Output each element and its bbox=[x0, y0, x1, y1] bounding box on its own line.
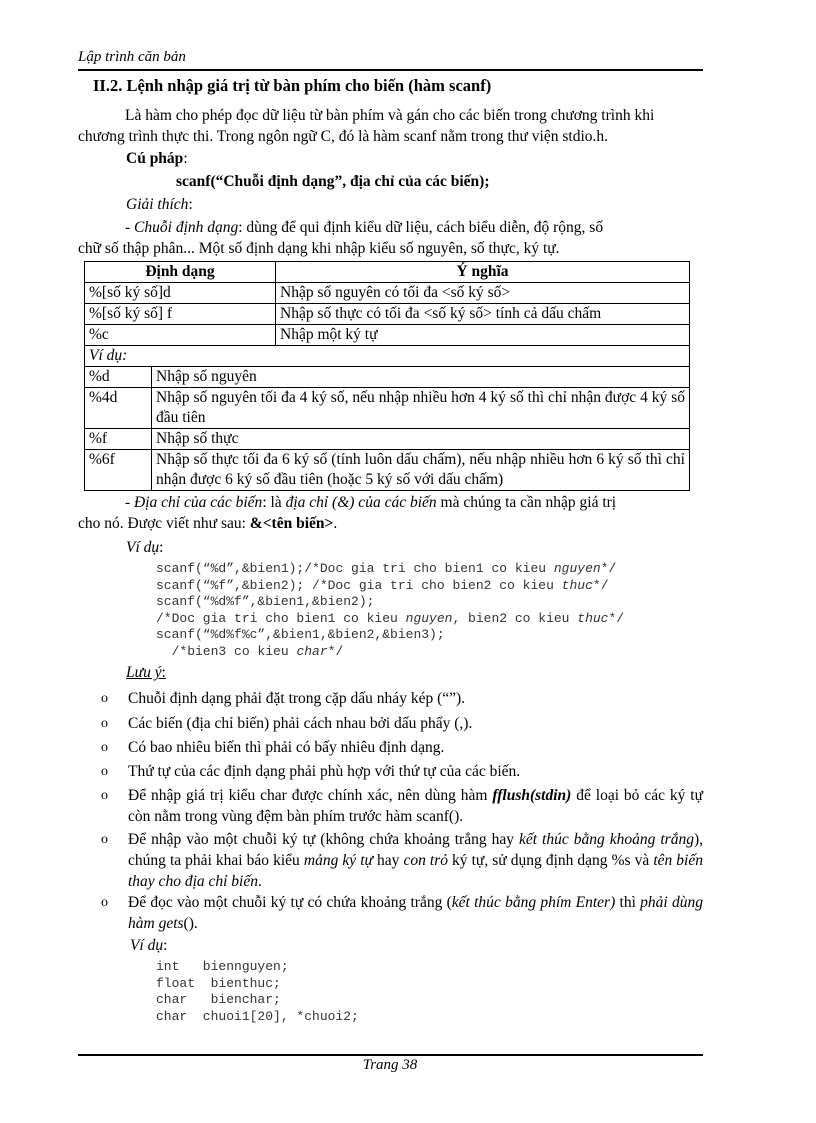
example-format-cell: %d bbox=[85, 367, 152, 388]
example2-label bbox=[130, 935, 167, 956]
address-term-2: địa chỉ (&) của các biến bbox=[285, 494, 437, 511]
code-line: char bienchar; bbox=[156, 992, 281, 1007]
address-form: &<tên biến> bbox=[249, 515, 334, 532]
note-text: Thứ tự của các định dạng phải phù hợp với thứ tự của các biến. bbox=[128, 763, 521, 780]
example-format-cell: %6f bbox=[85, 450, 152, 491]
example-label-cell: Ví dụ: bbox=[85, 346, 690, 367]
code-comment-italic-2: thuc bbox=[577, 610, 609, 626]
explain-paragraph bbox=[78, 217, 703, 259]
list-item bbox=[103, 892, 703, 934]
note-6-e: hay bbox=[372, 852, 404, 869]
address-line-1 bbox=[78, 492, 703, 513]
format-table bbox=[84, 261, 690, 491]
explain-line-1 bbox=[78, 217, 703, 238]
example2-colon: : bbox=[163, 937, 168, 954]
note-6-d: mảng ký tự bbox=[303, 852, 373, 869]
format-table-header-format: Định dạng bbox=[85, 262, 276, 283]
note-6-f: con trỏ bbox=[403, 852, 448, 869]
code-text: scanf(“%d”,&bien1); bbox=[156, 561, 305, 576]
table-row-example-label bbox=[85, 346, 690, 367]
code-comment-end: */ bbox=[327, 643, 344, 659]
code-comment: /*Doc gia tri cho bien1 co kieu bbox=[304, 561, 554, 576]
intro-paragraph bbox=[78, 105, 703, 147]
note-7-b: kết thúc bằng phím Enter) bbox=[451, 894, 616, 911]
address-paragraph bbox=[78, 492, 703, 534]
note-text bbox=[128, 829, 703, 892]
bullet-icon: o bbox=[101, 764, 108, 779]
code-comment-italic: nguyen bbox=[553, 561, 601, 576]
code-comment-mid: , bien2 co kieu bbox=[452, 610, 578, 626]
note-7-c: thì bbox=[615, 894, 641, 911]
address-rest: mà chúng ta cần nhập giá trị bbox=[436, 494, 617, 511]
code-comment-end: */ bbox=[608, 610, 625, 626]
note-text bbox=[128, 892, 703, 934]
explain-term: Chuỗi định dạng bbox=[134, 219, 239, 236]
bullet-icon: o bbox=[101, 716, 108, 731]
example-format-cell: %4d bbox=[85, 388, 152, 429]
example1-label bbox=[126, 537, 163, 558]
code-line bbox=[156, 627, 624, 644]
list-item bbox=[103, 829, 703, 892]
address-line-2 bbox=[78, 513, 703, 534]
note-7-d: phải dùng hàm gets bbox=[128, 894, 703, 932]
syntax-label-text: Cú pháp bbox=[126, 150, 184, 167]
note-6-b: kết thúc bằng khoảng trắng bbox=[518, 831, 694, 848]
intro-line-2: chương trình thực thi. Trong ngôn ngữ C, đó là hàm scanf nằm trong thư viện stdio.h. bbox=[78, 128, 609, 145]
code-comment: /*Doc gia tri cho bien1 co kieu bbox=[156, 610, 406, 626]
example1-label-text: Ví dụ bbox=[126, 539, 160, 556]
format-table-header bbox=[85, 262, 690, 283]
example-meaning-cell: Nhập số nguyên bbox=[152, 367, 690, 388]
code-comment: /*Doc gia tri cho bien2 co kieu bbox=[312, 577, 562, 593]
page-number: Trang 38 bbox=[362, 1057, 418, 1073]
intro-line-1: Là hàm cho phép đọc dữ liệu từ bàn phím và gán cho các biến trong chương trình khi bbox=[125, 107, 655, 124]
code-line: char chuoi1[20], *chuoi2; bbox=[156, 1008, 359, 1024]
address-term: Địa chỉ của các biến bbox=[134, 494, 263, 511]
code-line bbox=[156, 578, 624, 595]
note-6-a: Để nhập vào một chuỗi ký tự (không chứa khoảng trắng hay bbox=[128, 831, 519, 848]
bullet-icon: o bbox=[101, 691, 108, 706]
list-item bbox=[103, 713, 703, 734]
note-5-pre: Để nhập giá trị kiểu char được chính xác, nên dùng hàm bbox=[128, 787, 493, 804]
format-cell: %c bbox=[85, 325, 276, 346]
syntax-label bbox=[126, 148, 188, 169]
table-row bbox=[85, 450, 690, 491]
note-5-function: fflush(stdin) bbox=[492, 787, 572, 804]
address-mid: : là bbox=[262, 494, 286, 511]
code-comment-italic: thuc bbox=[561, 577, 593, 593]
bullet-icon: o bbox=[101, 788, 108, 803]
explain-label bbox=[126, 194, 193, 215]
note-text: Các biến (địa chỉ biến) phải cách nhau bởi dấu phẩy (,). bbox=[128, 715, 473, 732]
code-line: float bienthuc; bbox=[156, 975, 281, 991]
bullet-icon: o bbox=[101, 740, 108, 755]
code-text: scanf(“%f”,&bien2); bbox=[156, 577, 313, 593]
meaning-cell: Nhập số nguyên có tối đa <số ký số> bbox=[276, 283, 690, 304]
syntax-statement: scanf(“Chuỗi định dạng”, địa chỉ của các biến); bbox=[176, 173, 490, 190]
note-5-post: để loại bỏ các ký tự còn nằm trong vùng đệm bàn phím trước hàm scanf(). bbox=[128, 787, 704, 825]
example2-code-block bbox=[156, 959, 359, 1025]
header-rule bbox=[78, 69, 703, 71]
table-row bbox=[85, 325, 690, 346]
bullet-icon: o bbox=[101, 832, 108, 847]
explain-label-text: Giải thích bbox=[126, 196, 189, 213]
note-6-g: ký tự, sử dụng định dạng %s và bbox=[448, 852, 654, 869]
code-text: scanf(“%d%f%c”,&bien1,&bien2,&bien3); bbox=[156, 627, 445, 642]
format-cell: %[số ký số]d bbox=[85, 283, 276, 304]
explain-dash: - bbox=[125, 219, 135, 236]
explain-rest: : dùng để qui định kiểu dữ liệu, cách biểu diễn, độ rộng, số bbox=[238, 219, 604, 236]
notes-colon: : bbox=[161, 664, 166, 681]
example1-code-block bbox=[156, 561, 624, 660]
code-line bbox=[156, 594, 624, 611]
meaning-cell: Nhập số thực có tối đa <số ký số> tính cả dấu chấm bbox=[276, 304, 690, 325]
address-dash: - bbox=[125, 494, 135, 511]
list-item bbox=[103, 688, 703, 709]
example2-label-text: Ví dụ bbox=[130, 937, 164, 954]
note-6-i: . bbox=[258, 873, 262, 890]
example-format-cell: %f bbox=[85, 429, 152, 450]
code-line: int biennguyen; bbox=[156, 959, 289, 974]
table-row bbox=[85, 283, 690, 304]
code-line bbox=[156, 561, 624, 578]
note-text: Có bao nhiêu biến thì phải có bấy nhiêu định dạng. bbox=[128, 739, 445, 756]
notes-label-text: Lưu ý bbox=[126, 664, 162, 681]
table-row bbox=[85, 388, 690, 429]
page-header-title: Lập trình căn bản bbox=[78, 49, 186, 65]
bullet-icon: o bbox=[101, 895, 108, 910]
example-meaning-cell: Nhập số thực tối đa 6 ký số (tính luôn dấu chấm), nếu nhập nhiều hơn 6 ký số thì chỉ nhận được 6 ký số đầu tiên (hoặc 5 ký số với dấu chấm) bbox=[152, 450, 690, 491]
list-item bbox=[103, 761, 703, 782]
footer-rule bbox=[78, 1054, 703, 1056]
list-item bbox=[103, 737, 703, 758]
note-7-e: (). bbox=[183, 915, 198, 932]
example-meaning-cell: Nhập số thực bbox=[152, 429, 690, 450]
table-row bbox=[85, 304, 690, 325]
note-text bbox=[128, 785, 703, 827]
address-line-2-end: . bbox=[333, 515, 338, 532]
format-table-header-meaning: Ý nghĩa bbox=[276, 262, 690, 283]
meaning-cell: Nhập một ký tự bbox=[276, 325, 690, 346]
notes-label bbox=[126, 662, 166, 683]
example1-colon: : bbox=[159, 539, 164, 556]
table-row bbox=[85, 367, 690, 388]
code-comment-italic: nguyen bbox=[405, 610, 453, 626]
note-text: Chuỗi định dạng phải đặt trong cặp dấu nháy kép (“”). bbox=[128, 690, 466, 707]
code-comment-italic: char bbox=[296, 643, 328, 659]
table-row bbox=[85, 429, 690, 450]
code-indent bbox=[156, 644, 172, 659]
note-6-c: ), chúng ta phải khai báo kiểu bbox=[128, 831, 703, 869]
code-comment-end: */ bbox=[592, 577, 609, 593]
code-text: scanf(“%d%f”,&bien1,&bien2); bbox=[156, 594, 375, 609]
code-comment-end: */ bbox=[600, 561, 617, 576]
example-meaning-cell: Nhập số nguyên tối đa 4 ký số, nếu nhập nhiều hơn 4 ký số thì chỉ nhận được 4 ký số đầu tiên bbox=[152, 388, 690, 429]
syntax-colon: : bbox=[183, 150, 188, 167]
format-cell: %[số ký số] f bbox=[85, 304, 276, 325]
note-6-h: tên biến thay cho địa chỉ biến bbox=[128, 852, 703, 890]
code-line bbox=[156, 611, 624, 628]
code-comment: /*bien3 co kieu bbox=[171, 643, 297, 659]
explain-colon: : bbox=[188, 196, 193, 213]
explain-line-2: chữ số thập phân... Một số định dạng khi nhập kiểu số nguyên, số thực, ký tự. bbox=[78, 240, 560, 257]
note-7-a: Để đọc vào một chuỗi ký tự có chứa khoảng trắng ( bbox=[128, 894, 452, 911]
code-line bbox=[156, 644, 624, 661]
list-item bbox=[103, 785, 703, 827]
address-line-2-text: cho nó. Được viết như sau: bbox=[78, 515, 250, 532]
section-title: II.2. Lệnh nhập giá trị từ bàn phím cho biến (hàm scanf) bbox=[93, 76, 492, 95]
